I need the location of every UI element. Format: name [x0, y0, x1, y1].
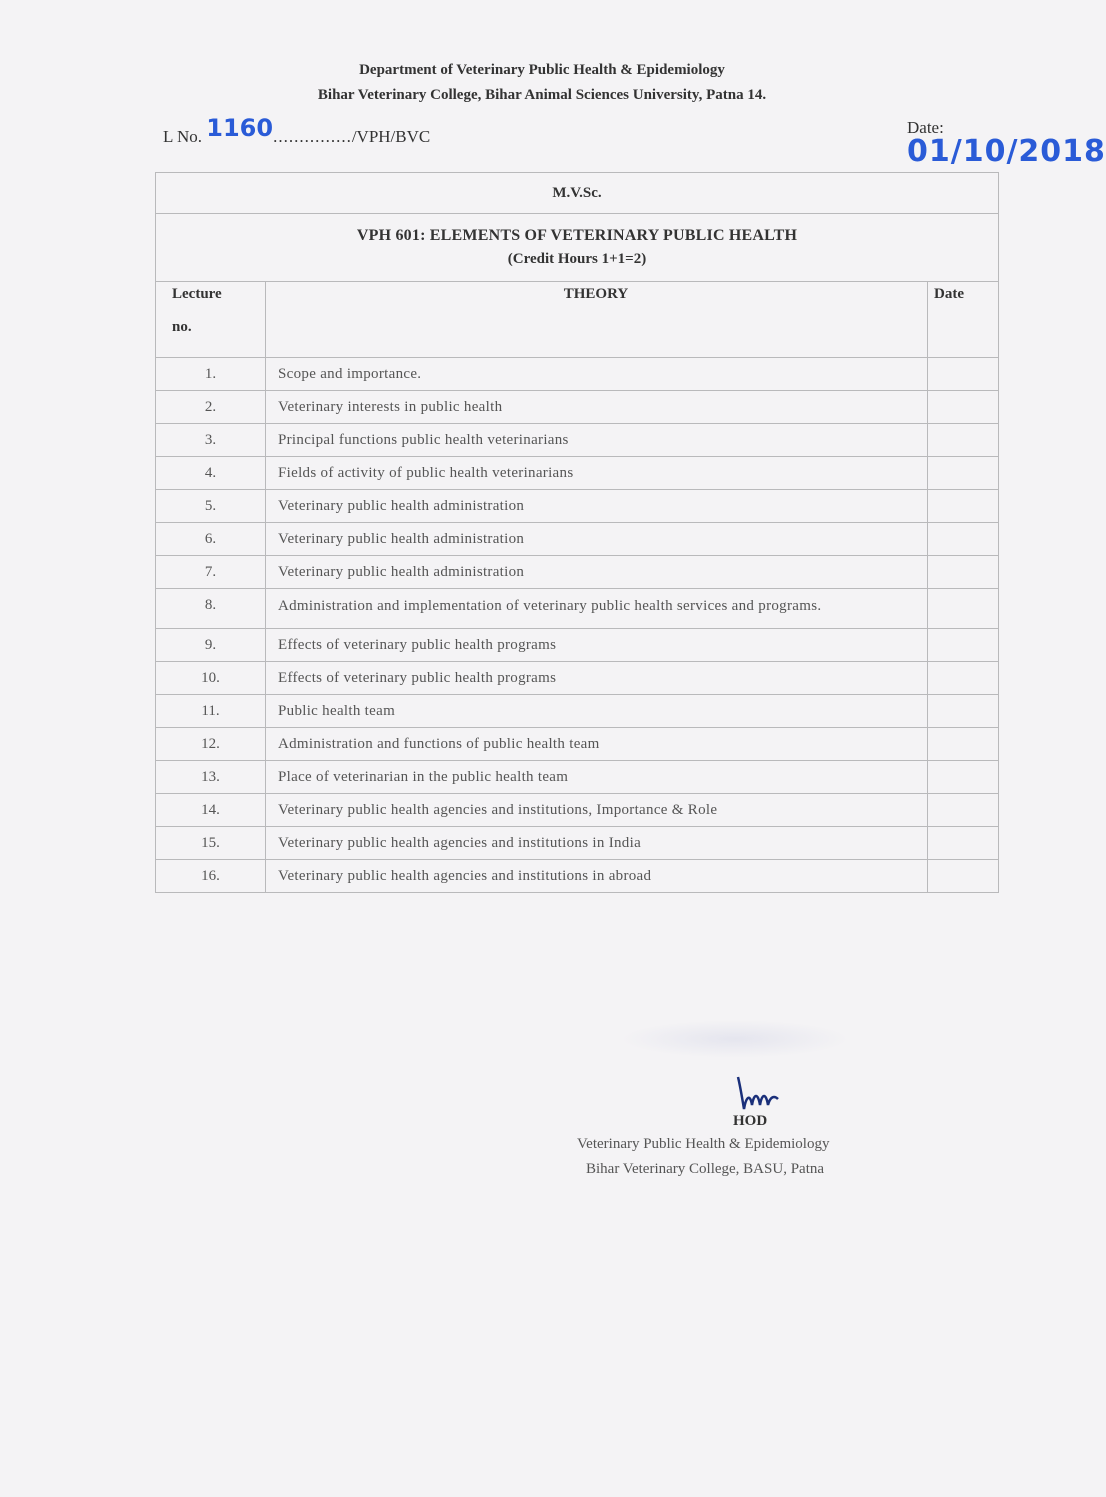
- lecture-date: [928, 860, 999, 893]
- lecture-date: [928, 457, 999, 490]
- table-row: [156, 490, 999, 523]
- lecture-number: 10.: [156, 662, 266, 695]
- lecture-topic: Effects of veterinary public health programs: [266, 629, 928, 662]
- lecture-date: [928, 523, 999, 556]
- lecture-topic: Public health team: [266, 695, 928, 728]
- table-row: [156, 358, 999, 391]
- lecture-topic: Principal functions public health veterinarians: [266, 424, 928, 457]
- lecture-topic: Place of veterinarian in the public health team: [266, 761, 928, 794]
- letter-number: [163, 114, 431, 148]
- letter-dots: ...............: [273, 127, 352, 146]
- lecture-topic: Veterinary interests in public health: [266, 391, 928, 424]
- lecture-date: [928, 490, 999, 523]
- lecture-number: 11.: [156, 695, 266, 728]
- lecture-number: 15.: [156, 827, 266, 860]
- lecture-number: 16.: [156, 860, 266, 893]
- lecture-topic: Veterinary public health administration: [266, 556, 928, 589]
- table-row: [156, 728, 999, 761]
- course-credit: (Credit Hours 1+1=2): [507, 251, 647, 267]
- department-heading: Department of Veterinary Public Health & Epidemiology: [359, 62, 725, 78]
- lecture-date: [928, 728, 999, 761]
- letter-number-handwritten: 1160: [206, 114, 274, 142]
- lecture-date: [928, 629, 999, 662]
- date-label: Date:: [907, 118, 944, 137]
- letter-prefix: L No.: [163, 127, 207, 146]
- lecture-list: [156, 358, 999, 893]
- table-row: [156, 662, 999, 695]
- lecture-topic: Veterinary public health agencies and institutions in abroad: [266, 860, 928, 893]
- course-level: M.V.Sc.: [156, 173, 999, 214]
- table-row: [156, 827, 999, 860]
- lecture-date: [928, 589, 999, 629]
- date-handwritten: 01/10/2018: [907, 134, 1106, 169]
- table-header-row: [156, 282, 999, 358]
- course-title-cell: [156, 214, 999, 282]
- table-row: [156, 629, 999, 662]
- footer-college: Bihar Veterinary College, BASU, Patna: [586, 1161, 825, 1177]
- date-header: Date: [928, 282, 999, 358]
- lecture-date: [928, 827, 999, 860]
- document-date: [907, 118, 1106, 173]
- lecture-topic: Veterinary public health administration: [266, 523, 928, 556]
- table-row: [156, 589, 999, 629]
- lecture-date: [928, 391, 999, 424]
- table-row: [156, 457, 999, 490]
- lecture-date: [928, 556, 999, 589]
- theory-header: THEORY: [266, 282, 928, 358]
- lecture-date: [928, 424, 999, 457]
- lecture-number: 13.: [156, 761, 266, 794]
- lecture-number: 3.: [156, 424, 266, 457]
- lecture-date: [928, 794, 999, 827]
- lecture-number: 9.: [156, 629, 266, 662]
- lecture-number: 7.: [156, 556, 266, 589]
- lecture-number: 2.: [156, 391, 266, 424]
- lecture-topic: Effects of veterinary public health programs: [266, 662, 928, 695]
- table-row: [156, 424, 999, 457]
- course-title-row: [156, 214, 999, 282]
- lecture-topic: Scope and importance.: [266, 358, 928, 391]
- footer-department: Veterinary Public Health & Epidemiology: [577, 1136, 830, 1152]
- lecture-date: [928, 695, 999, 728]
- table-row: [156, 761, 999, 794]
- hod-label: HOD: [733, 1113, 768, 1129]
- lecture-number: 5.: [156, 490, 266, 523]
- lecture-date: [928, 358, 999, 391]
- lecture-topic: Administration and implementation of veterinary public health services and programs.: [266, 589, 928, 629]
- table-row: [156, 391, 999, 424]
- table-row: [156, 695, 999, 728]
- lecture-no-header: [156, 282, 266, 358]
- lecture-number: 1.: [156, 358, 266, 391]
- lecture-topic: Veterinary public health agencies and institutions, Importance & Role: [266, 794, 928, 827]
- lecture-topic: Administration and functions of public health team: [266, 728, 928, 761]
- lecture-topic: Fields of activity of public health veterinarians: [266, 457, 928, 490]
- letter-suffix: /VPH/BVC: [351, 127, 431, 146]
- table-row: [156, 794, 999, 827]
- course-level-row: [156, 173, 999, 214]
- lecture-number: 12.: [156, 728, 266, 761]
- table-row: [156, 860, 999, 893]
- lecture-number: 14.: [156, 794, 266, 827]
- lecture-topic: Veterinary public health agencies and institutions in India: [266, 827, 928, 860]
- table-row: [156, 556, 999, 589]
- lecture-date: [928, 761, 999, 794]
- lecture-header-label: Lecture: [172, 286, 222, 302]
- course-table: [155, 172, 999, 893]
- lecture-topic: Veterinary public health administration: [266, 490, 928, 523]
- faint-stamp: [620, 1020, 850, 1058]
- table-row: [156, 523, 999, 556]
- lecture-number: 6.: [156, 523, 266, 556]
- college-heading: Bihar Veterinary College, Bihar Animal Sciences University, Patna 14.: [317, 87, 767, 103]
- no-header-label: no.: [172, 319, 192, 335]
- lecture-date: [928, 662, 999, 695]
- lecture-number: 8.: [156, 589, 266, 629]
- lecture-number: 4.: [156, 457, 266, 490]
- course-title: VPH 601: ELEMENTS OF VETERINARY PUBLIC HEALTH: [356, 227, 798, 244]
